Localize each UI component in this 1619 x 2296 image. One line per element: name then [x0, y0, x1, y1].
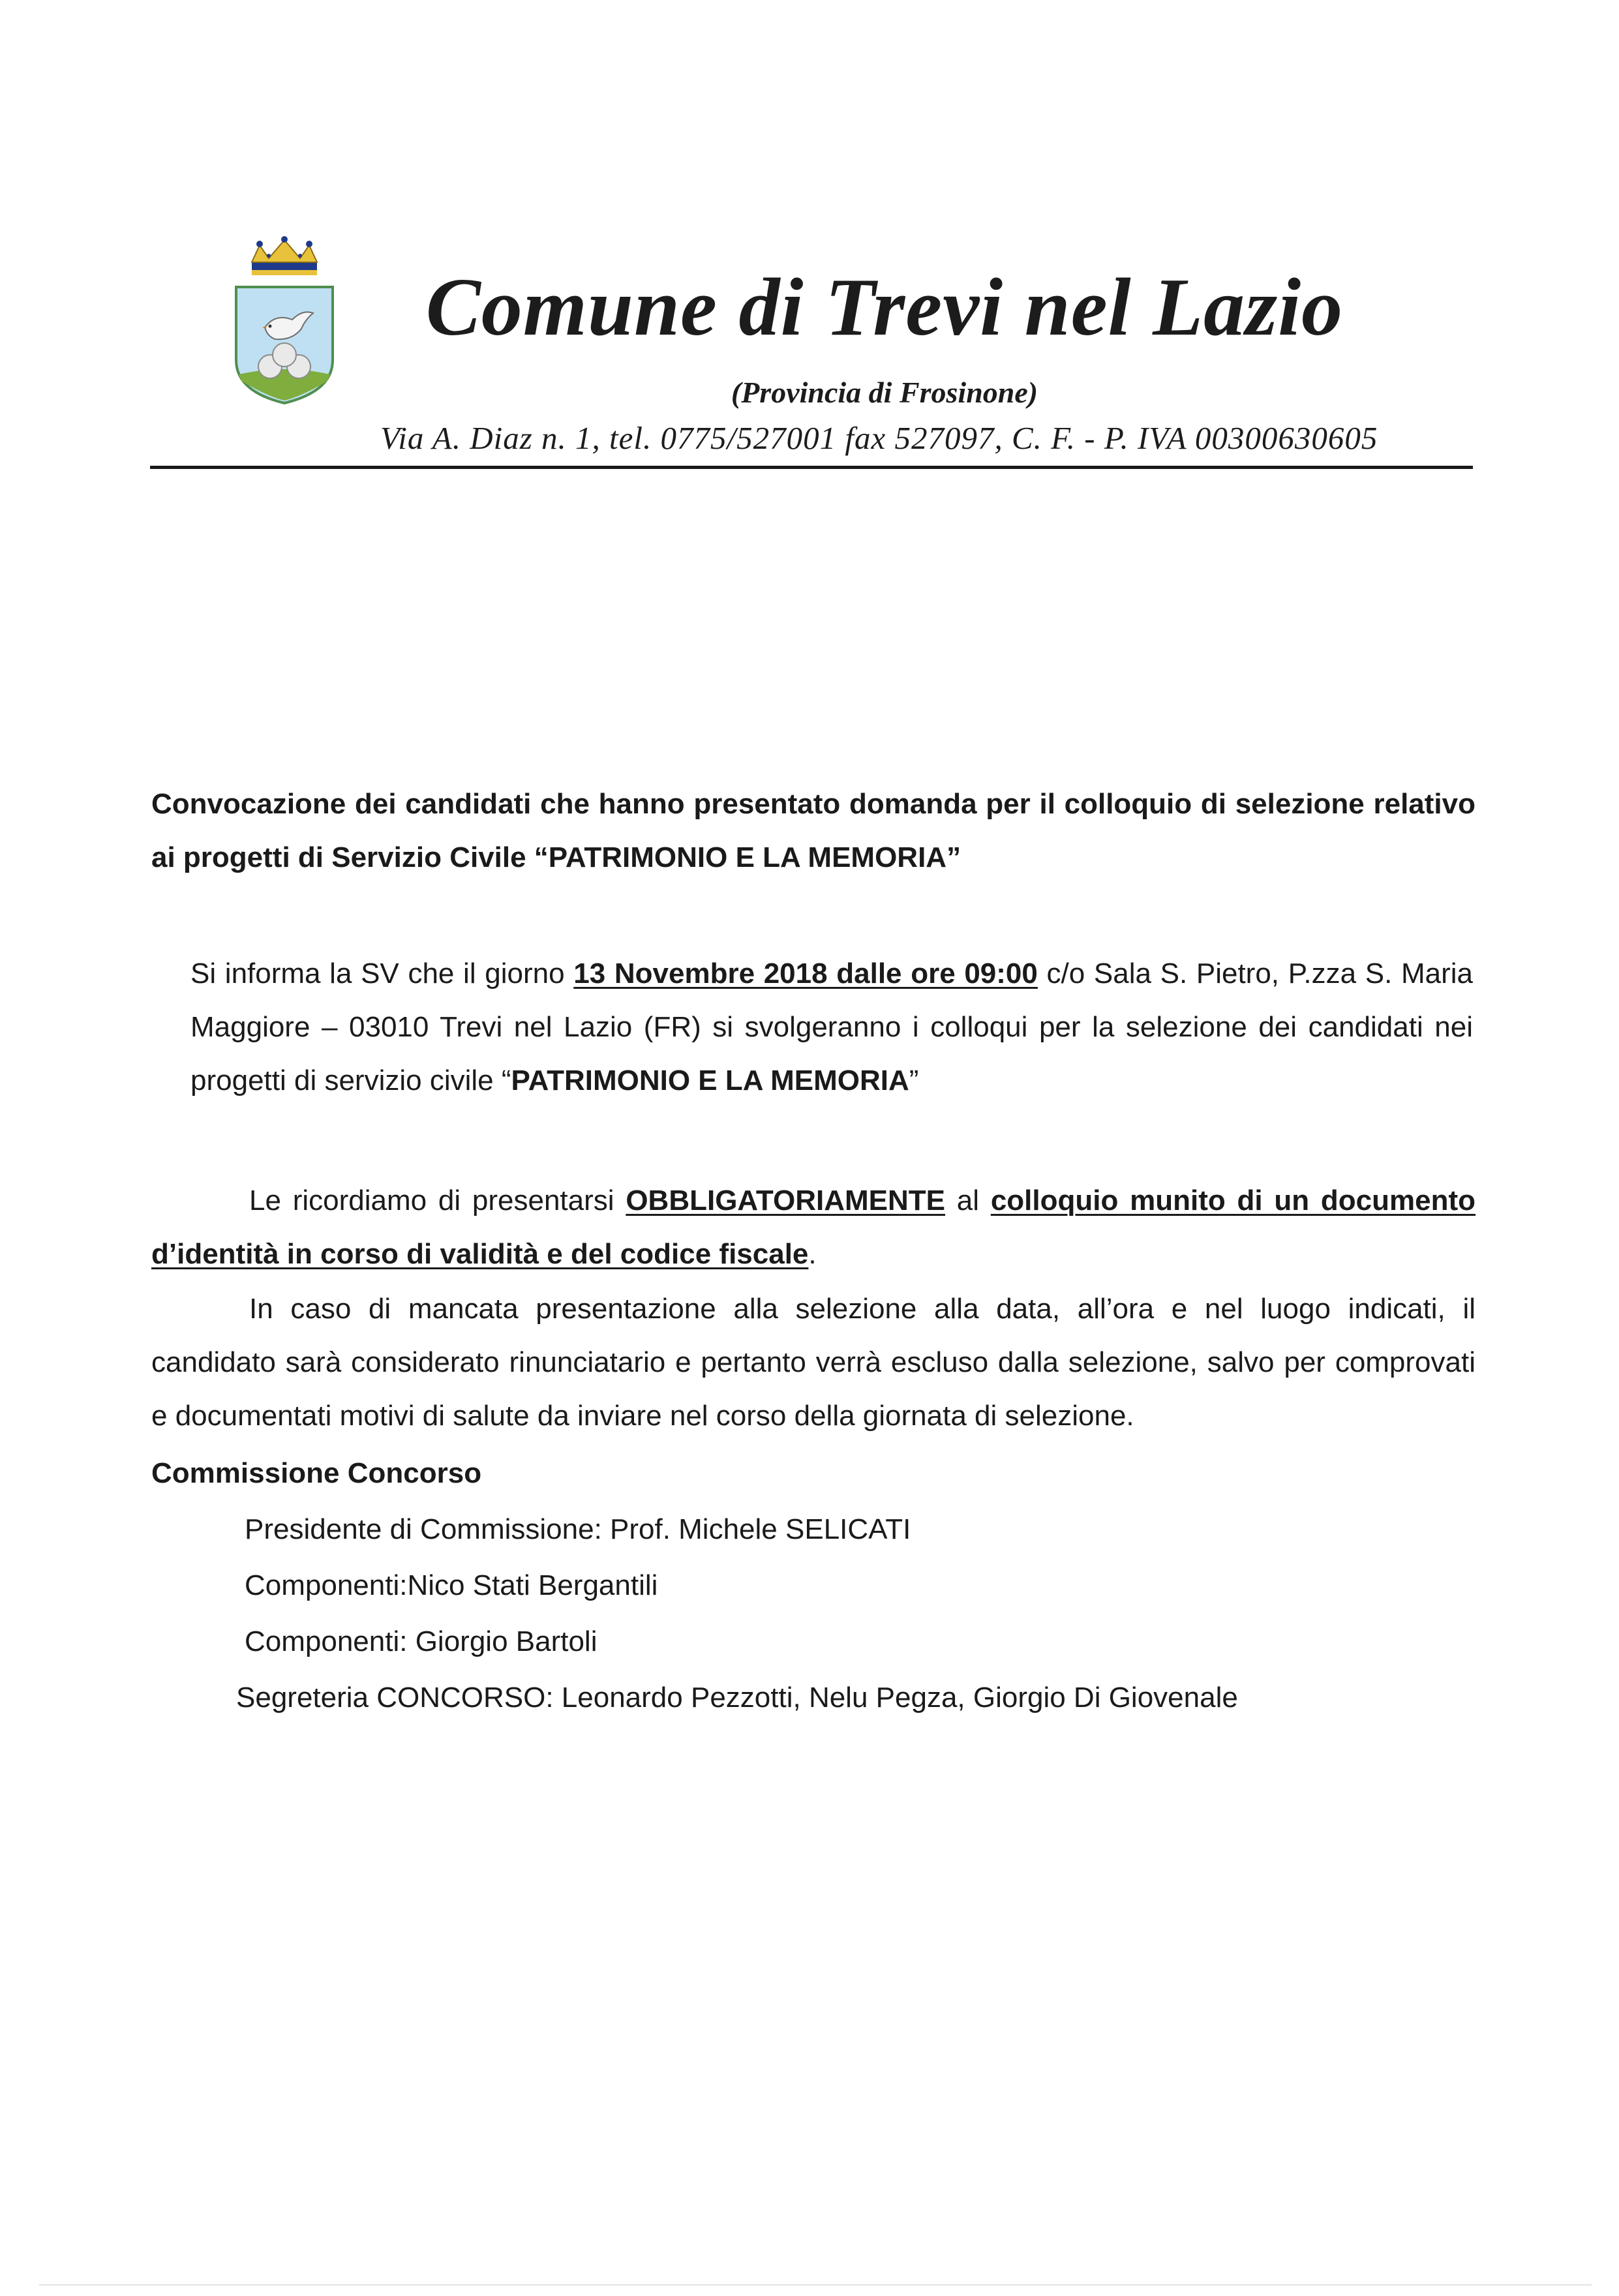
absence-paragraph: In caso di mancata presentazione alla selezione alla data, all’ora e nel luogo indicati, il candidato sarà considerato rinunciatario e pertanto verrà escluso dalla selezione, salvo per comprovati e documentati motivi di salute da inviare nel corso della giornata di selezione. [151, 1293, 1475, 1432]
municipality-name: Comune di Trevi nel Lazio [425, 262, 1344, 353]
commission-title: Commissione Concorso [151, 1457, 482, 1489]
header-divider [150, 466, 1473, 469]
para1-close: ” [909, 1065, 919, 1096]
para2-text: Le ricordiamo di presentarsi [249, 1185, 626, 1216]
address-line: Via A. Diaz n. 1, tel. 0775/527001 fax 527097, C. F. - P. IVA 00300630605 [380, 420, 1378, 456]
requirements-paragraph [151, 1174, 1475, 1281]
mandatory-word: OBBLIGATORIAMENTE [626, 1185, 946, 1216]
para2-connector: al [945, 1185, 991, 1216]
commission-member: Componenti: Giorgio Bartoli [245, 1625, 598, 1657]
convocation-paragraph [190, 947, 1473, 1108]
interview-date: 13 Novembre 2018 dalle ore 09:00 [573, 958, 1038, 989]
page-bottom-edge [39, 2284, 1592, 2286]
commission-secretariat: Segreteria CONCORSO: Leonardo Pezzotti, Nelu Pegza, Giorgio Di Giovenale [236, 1682, 1238, 1714]
project-name: PATRIMONIO E LA MEMORIA [511, 1065, 909, 1096]
para1-text: Si informa la SV che il giorno [190, 958, 574, 989]
commission-member: Componenti:Nico Stati Bergantili [245, 1569, 658, 1601]
required-documents: colloquio munito di un documento d’identità in corso di validità e del codice fiscale [151, 1185, 1476, 1270]
para1-location: c/o Sala S. Pietro, P.zza S. Maria Maggiore – 03010 Trevi nel Lazio (FR) si svolgeranno i colloqui per la selezione dei candidati nei progetti di servizio civile “ [190, 958, 1473, 1096]
commission-member: Presidente di Commissione: Prof. Michele SELICATI [245, 1513, 911, 1545]
para2-close: . [808, 1238, 817, 1270]
subject-heading: Convocazione dei candidati che hanno presentato domanda per il colloquio di selezione relativo ai progetti di Servizio Civile “PATRIMONIO E LA MEMORIA” [151, 788, 1475, 873]
province-name: (Provincia di Frosinone) [731, 376, 1038, 409]
